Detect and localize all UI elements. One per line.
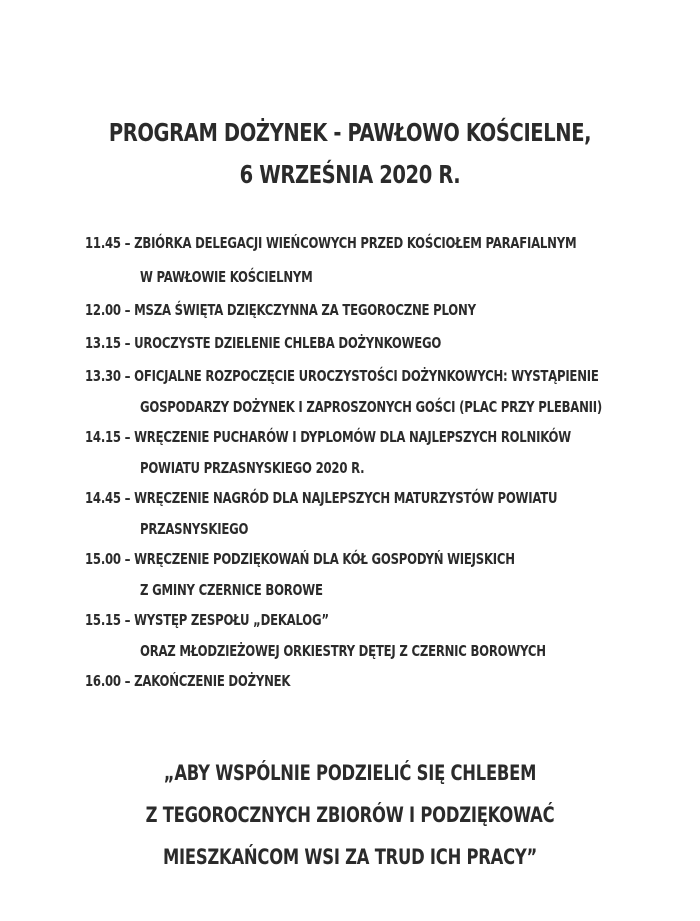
- schedule-item-1445-cont: PRZASNYSKIEGO: [140, 520, 249, 538]
- closing-quote-line-3: MIESZKAŃCOM WSI ZA TRUD ICH PRACY”: [162, 845, 538, 869]
- page-title-line-2: 6 WRZEŚNIA 2020 R.: [239, 160, 461, 189]
- closing-quote-line-1: „ABY WSPÓLNIE PODZIELIĆ SIĘ CHLEBEM: [163, 761, 537, 785]
- schedule-item-1330-cont: GOSPODARZY DOŻYNEK I ZAPROSZONYCH GOŚCI (PLAC PRZY PLEBANII): [140, 398, 602, 416]
- schedule-item-1330: 13.30 – OFICJALNE ROZPOCZĘCIE UROCZYSTOŚCI DOŻYNKOWYCH: WYSTĄPIENIE: [85, 367, 599, 385]
- schedule-item-1515: 15.15 – WYSTĘP ZESPOŁU „DEKALOG”: [85, 611, 329, 629]
- schedule-item-1500-cont: Z GMINY CZERNICE BOROWE: [140, 581, 323, 599]
- schedule-item-1445: 14.45 – WRĘCZENIE NAGRÓD DLA NAJLEPSZYCH MATURZYSTÓW POWIATU: [85, 489, 558, 507]
- schedule-item-1315: 13.15 – UROCZYSTE DZIELENIE CHLEBA DOŻYNKOWEGO: [85, 334, 442, 352]
- schedule-item-1145-cont: W PAWŁOWIE KOŚCIELNYM: [140, 268, 313, 286]
- schedule-item-1415: 14.15 – WRĘCZENIE PUCHARÓW I DYPLOMÓW DLA NAJLEPSZYCH ROLNIKÓW: [85, 428, 571, 446]
- schedule-item-1145: 11.45 – ZBIÓRKA DELEGACJI WIEŃCOWYCH PRZED KOŚCIOŁEM PARAFIALNYM: [85, 234, 577, 252]
- schedule-item-1515-cont: ORAZ MŁODZIEŻOWEJ ORKIESTRY DĘTEJ Z CZERNIC BOROWYCH: [140, 642, 546, 660]
- closing-quote-line-2: Z TEGOROCZNYCH ZBIORÓW I PODZIĘKOWAĆ: [145, 803, 555, 827]
- page-title-line-1: PROGRAM DOŻYNEK - PAWŁOWO KOŚCIELNE,: [108, 118, 592, 147]
- schedule-item-1415-cont: POWIATU PRZASNYSKIEGO 2020 R.: [140, 459, 365, 477]
- schedule-item-1500: 15.00 – WRĘCZENIE PODZIĘKOWAŃ DLA KÓŁ GOSPODYŃ WIEJSKICH: [85, 550, 515, 568]
- schedule-item-1600: 16.00 – ZAKOŃCZENIE DOŻYNEK: [85, 672, 291, 690]
- schedule-item-1200: 12.00 – MSZA ŚWIĘTA DZIĘKCZYNNA ZA TEGOROCZNE PLONY: [85, 301, 476, 319]
